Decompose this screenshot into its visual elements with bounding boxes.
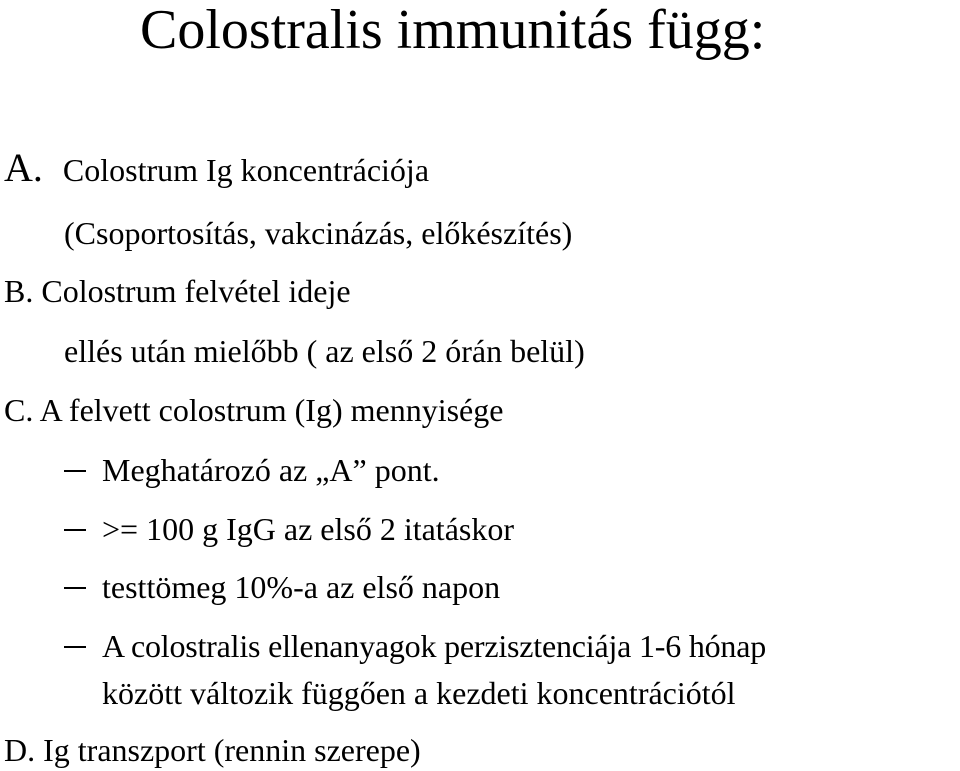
item-a-text: Colostrum Ig koncentrációja [62, 152, 430, 188]
item-c-bullet-2: >= 100 g IgG az első 2 itatáskor [102, 511, 514, 547]
bullet-dash [64, 470, 86, 472]
item-c-bullet-3: testtömeg 10%-a az első napon [102, 569, 501, 605]
item-b: B. Colostrum felvétel ideje [4, 273, 351, 309]
bullet-dash [64, 587, 86, 589]
item-c-bullet-4-continuation: között változik függően a kezdeti koncentrációtól [102, 675, 736, 711]
item-a [4, 145, 430, 190]
bullet-dash [64, 646, 86, 648]
item-c-bullet-1: Meghatározó az „A” pont. [102, 452, 440, 488]
bullet-dash [64, 529, 86, 531]
item-c-bullet-4: A colostralis ellenanyagok perzisztenciája 1-6 hónap [102, 628, 767, 664]
slide-title: Colostralis immunitás függ: [140, 0, 766, 61]
item-c: C. A felvett colostrum (Ig) mennyisége [4, 392, 504, 428]
item-a-marker: A. [4, 145, 43, 190]
item-a-subtext: (Csoportosítás, vakcinázás, előkészítés) [64, 215, 573, 251]
item-d: D. Ig transzport (rennin szerepe) [4, 732, 421, 768]
item-b-subtext: ellés után mielőbb ( az első 2 órán belül) [64, 333, 585, 369]
